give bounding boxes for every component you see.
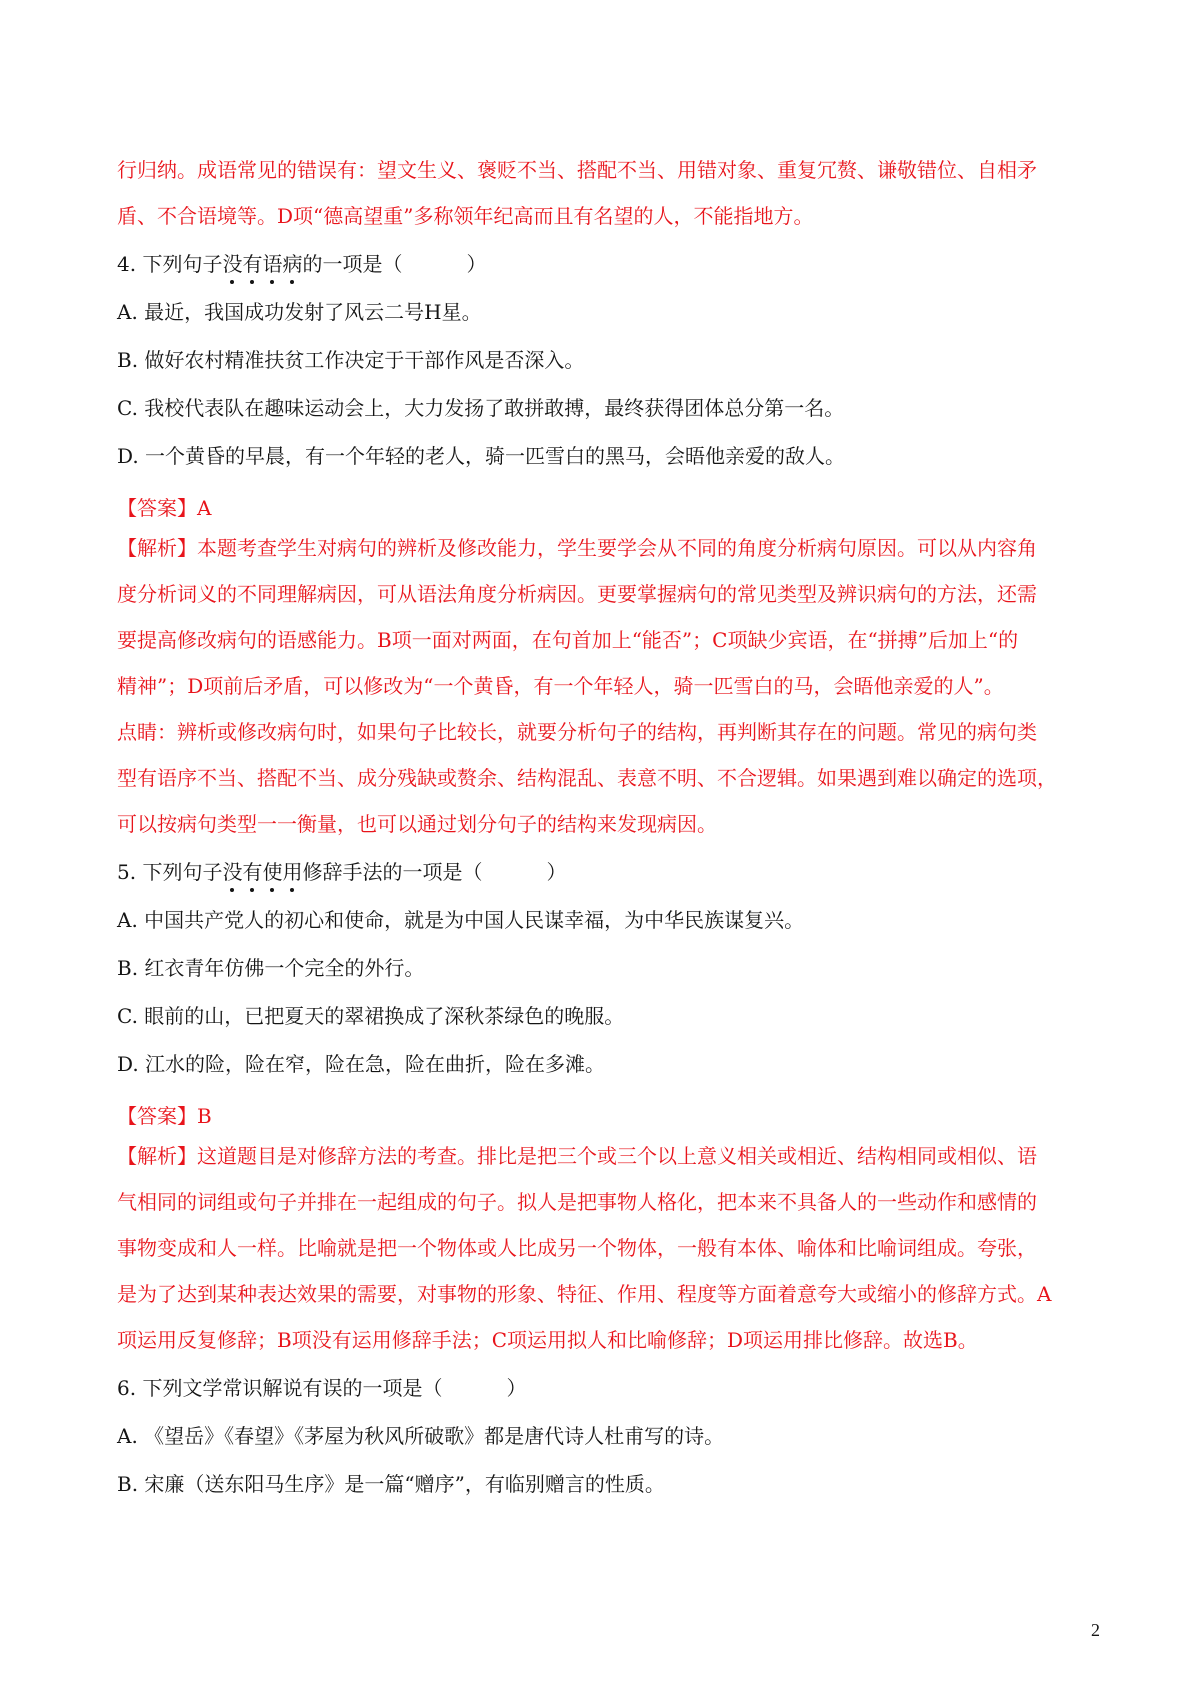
analysis	[117, 525, 1097, 709]
previous-explanation	[117, 147, 1097, 239]
question-stem-suffix: 修辞手法的一项是（	[302, 860, 483, 884]
answer-label: 【答案】A	[117, 496, 212, 520]
analysis	[117, 1133, 1097, 1363]
analysis-line: 【解析】本题考查学生对病句的辨析及修改能力，学生要学会从不同的角度分析病句原因。可以从内容角	[117, 536, 1037, 560]
answer-label: 【答案】B	[117, 1104, 212, 1128]
emphasis-dot-char: 有	[242, 252, 263, 276]
analysis-line: 是为了达到某种表达效果的需要，对事物的形象、特征、作用、程度等方面着意夸大或缩小的修辞方式。A	[117, 1282, 1052, 1306]
emphasis-dot-char: 没	[222, 252, 243, 276]
option-a: A. 中国共产党人的初心和使命，就是为中国人民谋幸福，为中华民族谋复兴。	[117, 908, 805, 932]
analysis-line: 事物变成和人一样。比喻就是把一个物体或人比成另一个物体，一般有本体、喻体和比喻词组成。夸张，	[117, 1236, 1037, 1260]
option-a: A. 最近，我国成功发射了风云二号H星。	[117, 300, 482, 324]
question-4-stem	[117, 247, 1097, 281]
analysis-line: 精神”；D项前后矛盾，可以修改为“一个黄昏，有一个年轻人，骑一匹雪白的马，会晤他亲爱的人”。	[117, 674, 1004, 698]
analysis-line: 度分析词义的不同理解病因，可从语法角度分析病因。更要掌握病句的常见类型及辨识病句的方法，还需	[117, 582, 1037, 606]
analysis-line: 气相同的词组或句子并排在一起组成的句子。拟人是把事物人格化，把本来不具备人的一些动作和感情的	[117, 1190, 1037, 1214]
question-stem-close: ）	[546, 860, 567, 884]
question-stem-prefix: 4. 下列句子	[117, 252, 223, 276]
option-c: C. 眼前的山，已把夏天的翠裙换成了深秋茶绿色的晚服。	[117, 1004, 625, 1028]
tip-line: 可以按病句类型一一衡量，也可以通过划分句子的结构来发现病因。	[117, 812, 717, 836]
tip-line: 点睛：辨析或修改病句时，如果句子比较长，就要分析句子的结构，再判断其存在的问题。常见的病句类	[117, 720, 1037, 744]
page-content	[117, 147, 1097, 1501]
question-4	[117, 247, 1097, 847]
emphasis-dot-char: 语	[262, 252, 283, 276]
option-a: A. 《望岳》《春望》《茅屋为秋风所破歌》都是唐代诗人杜甫写的诗。	[117, 1424, 725, 1448]
question-stem-close: ）	[466, 252, 487, 276]
emphasis-dot-char: 有	[242, 860, 263, 884]
question-stem-close: ）	[506, 1376, 527, 1400]
analysis-line: 要提高修改病句的语感能力。B项一面对两面，在句首加上“能否”；C项缺少宾语，在“拼搏”后加上“的	[117, 628, 1019, 652]
option-d: D. 江水的险，险在窄，险在急，险在曲折，险在多滩。	[117, 1052, 606, 1076]
question-6	[117, 1371, 1097, 1501]
option-d: D. 一个黄昏的早晨，有一个年轻的老人，骑一匹雪白的黑马，会晤他亲爱的敌人。	[117, 444, 846, 468]
explanation-line: 行归纳。成语常见的错误有：望文生义、褒贬不当、搭配不当、用错对象、重复冗赘、谦敬错位、自相矛	[117, 158, 1037, 182]
tip-line: 型有语序不当、搭配不当、成分残缺或赘余、结构混乱、表意不明、不合逻辑。如果遇到难以确定的选项，	[117, 766, 1057, 790]
question-stem-prefix: 6. 下列文学常识解说有误的一项是（	[117, 1376, 443, 1400]
analysis-line: 项运用反复修辞；B项没有运用修辞手法；C项运用拟人和比喻修辞；D项运用排比修辞。故选B。	[117, 1328, 978, 1352]
emphasis-dot-char: 用	[282, 860, 303, 884]
tip	[117, 709, 1097, 847]
emphasis-dot-char: 使	[262, 860, 283, 884]
explanation-line: 盾、不合语境等。D项“德高望重”多称领年纪高而且有名望的人，不能指地方。	[117, 204, 814, 228]
analysis-line: 【解析】这道题目是对修辞方法的考查。排比是把三个或三个以上意义相关或相近、结构相同或相似、语	[117, 1144, 1037, 1168]
option-b: B. 红衣青年仿佛一个完全的外行。	[117, 956, 425, 980]
question-stem-suffix: 的一项是（	[302, 252, 403, 276]
question-stem-prefix: 5. 下列句子	[117, 860, 223, 884]
question-5	[117, 855, 1097, 1363]
option-b: B. 宋廉（送东阳马生序》是一篇“赠序”，有临别赠言的性质。	[117, 1472, 665, 1496]
emphasis-dot-char: 病	[282, 252, 303, 276]
question-5-stem	[117, 855, 1097, 889]
option-b: B. 做好农村精准扶贫工作决定于干部作风是否深入。	[117, 348, 585, 372]
question-6-stem	[117, 1371, 1097, 1405]
emphasis-dot-char: 没	[222, 860, 243, 884]
option-c: C. 我校代表队在趣味运动会上，大力发扬了敢拼敢搏，最终获得团体总分第一名。	[117, 396, 845, 420]
page-number: 2	[1091, 1620, 1100, 1640]
